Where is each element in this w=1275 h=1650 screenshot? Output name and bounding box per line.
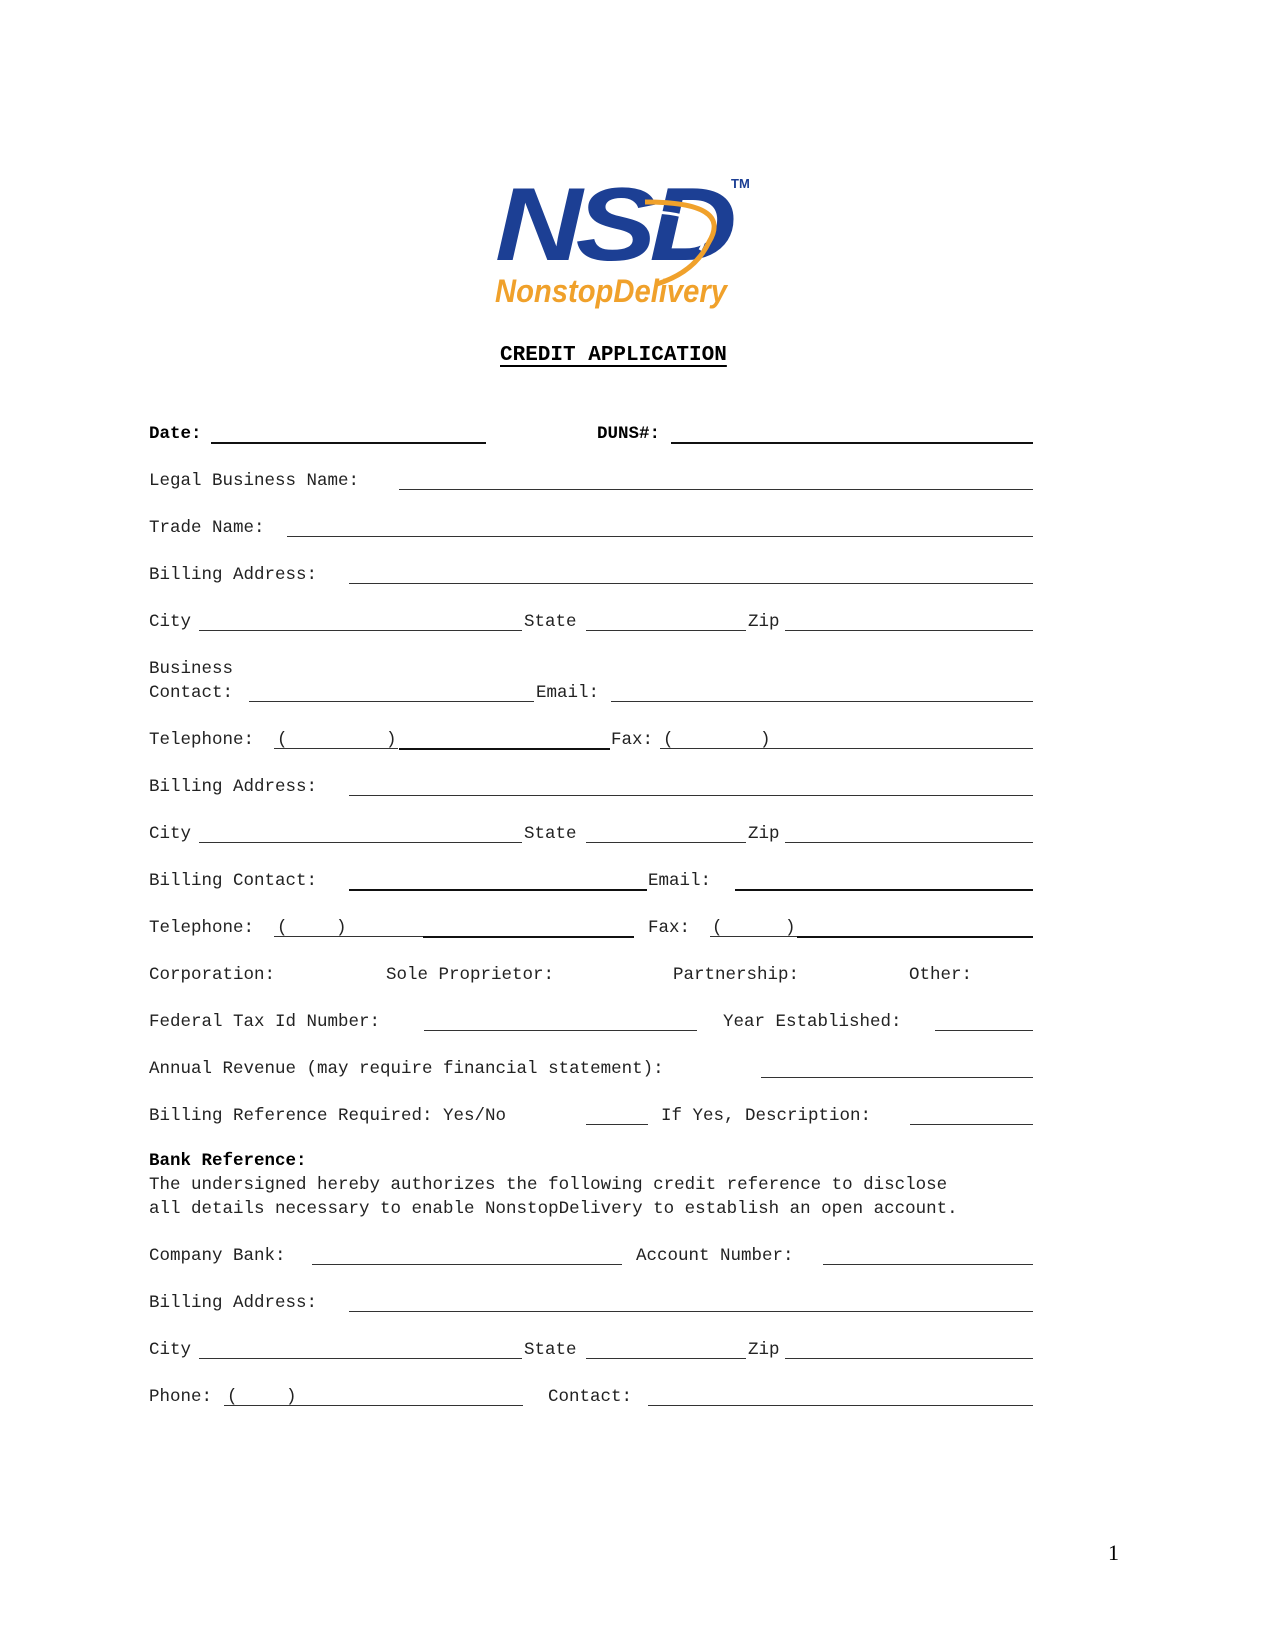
paren-open: ( [277, 730, 288, 750]
legal-business-name-field[interactable] [399, 489, 1033, 490]
telephone-label: Telephone: [149, 918, 255, 938]
description-field[interactable] [910, 1124, 1033, 1125]
fax-area-code-field[interactable] [710, 936, 797, 937]
city-label: City [149, 824, 192, 844]
fax-label: Fax: [648, 918, 691, 938]
billing-address-field[interactable] [349, 795, 1033, 796]
fax-field[interactable] [797, 936, 1033, 938]
paren-open: ( [663, 730, 674, 750]
fax-area-code-field[interactable] [660, 748, 772, 749]
billing-address-label: Billing Address: [149, 1293, 318, 1313]
sole-proprietor-label: Sole Proprietor: [386, 965, 555, 985]
duns-label: DUNS#: [597, 424, 661, 444]
federal-tax-id-label: Federal Tax Id Number: [149, 1012, 381, 1032]
fax-label: Fax: [611, 730, 654, 750]
state-label: State [524, 1340, 577, 1360]
state-label: State [524, 824, 577, 844]
date-field[interactable] [211, 442, 486, 444]
business-label: Business [149, 659, 234, 679]
business-contact-label: Contact: [149, 683, 234, 703]
corporation-label: Corporation: [149, 965, 276, 985]
year-established-field[interactable] [935, 1030, 1033, 1031]
svg-text:NSD: NSD [495, 172, 735, 283]
company-bank-label: Company Bank: [149, 1246, 286, 1266]
fax-field[interactable] [772, 748, 1033, 749]
other-label: Other: [909, 965, 973, 985]
billing-contact-field[interactable] [349, 889, 647, 891]
city-label: City [149, 612, 192, 632]
contact-label: Contact: [548, 1387, 633, 1407]
svg-text:NonstopDelivery: NonstopDelivery [495, 273, 730, 309]
account-number-field[interactable] [823, 1264, 1033, 1265]
billing-address-field[interactable] [349, 583, 1033, 584]
svg-text:TM: TM [731, 176, 750, 191]
email-label: Email: [536, 683, 600, 703]
paren-open: ( [277, 918, 288, 938]
telephone-area-code-field[interactable] [274, 748, 398, 749]
zip-field[interactable] [785, 842, 1033, 843]
zip-label: Zip [748, 824, 780, 844]
year-established-label: Year Established: [723, 1012, 902, 1032]
zip-field[interactable] [785, 630, 1033, 631]
nsd-logo [495, 172, 775, 312]
zip-field[interactable] [785, 1358, 1033, 1359]
federal-tax-id-field[interactable] [424, 1030, 697, 1031]
state-label: State [524, 612, 577, 632]
bank-reference-text-line1: The undersigned hereby authorizes the following credit reference to disclose [149, 1175, 948, 1195]
billing-contact-label: Billing Contact: [149, 871, 318, 891]
billing-address-field[interactable] [349, 1311, 1033, 1312]
city-field[interactable] [199, 630, 522, 631]
account-number-label: Account Number: [636, 1246, 794, 1266]
telephone-area-code-field[interactable] [274, 936, 423, 937]
if-yes-description-label: If Yes, Description: [661, 1106, 872, 1126]
page-number: 1 [1108, 1540, 1119, 1565]
city-field[interactable] [199, 842, 522, 843]
state-field[interactable] [586, 842, 746, 843]
annual-revenue-field[interactable] [761, 1077, 1033, 1078]
trade-name-field[interactable] [287, 536, 1033, 537]
city-field[interactable] [199, 1358, 522, 1359]
date-label: Date: [149, 424, 202, 444]
partnership-label: Partnership: [673, 965, 800, 985]
paren-open: ( [227, 1387, 238, 1407]
email-field[interactable] [735, 889, 1033, 891]
bank-reference-text-line2: all details necessary to enable NonstopDelivery to establish an open account. [149, 1199, 958, 1219]
zip-label: Zip [748, 1340, 780, 1360]
email-field[interactable] [611, 701, 1033, 702]
billing-reference-yes-no-field[interactable] [586, 1124, 648, 1125]
billing-address-label: Billing Address: [149, 777, 318, 797]
annual-revenue-label: Annual Revenue (may require financial statement): [149, 1059, 664, 1079]
paren-close: ) [760, 730, 771, 750]
state-field[interactable] [586, 630, 746, 631]
email-label: Email: [648, 871, 712, 891]
paren-close: ) [386, 730, 397, 750]
paren-close: ) [785, 918, 796, 938]
billing-address-label: Billing Address: [149, 565, 318, 585]
company-bank-field[interactable] [312, 1264, 622, 1265]
page-title: CREDIT APPLICATION [500, 344, 727, 367]
telephone-field[interactable] [399, 748, 610, 750]
legal-business-name-label: Legal Business Name: [149, 471, 360, 491]
telephone-label: Telephone: [149, 730, 255, 750]
paren-close: ) [286, 1387, 297, 1407]
zip-label: Zip [748, 612, 780, 632]
paren-close: ) [336, 918, 347, 938]
business-contact-field[interactable] [249, 701, 534, 702]
billing-reference-label: Billing Reference Required: Yes/No [149, 1106, 507, 1126]
phone-label: Phone: [149, 1387, 213, 1407]
trade-name-label: Trade Name: [149, 518, 265, 538]
bank-reference-heading: Bank Reference: [149, 1151, 307, 1171]
contact-field[interactable] [648, 1405, 1033, 1406]
paren-open: ( [712, 918, 723, 938]
telephone-field[interactable] [423, 936, 634, 938]
phone-field[interactable] [224, 1405, 523, 1406]
state-field[interactable] [586, 1358, 746, 1359]
city-label: City [149, 1340, 192, 1360]
duns-field[interactable] [671, 442, 1033, 444]
